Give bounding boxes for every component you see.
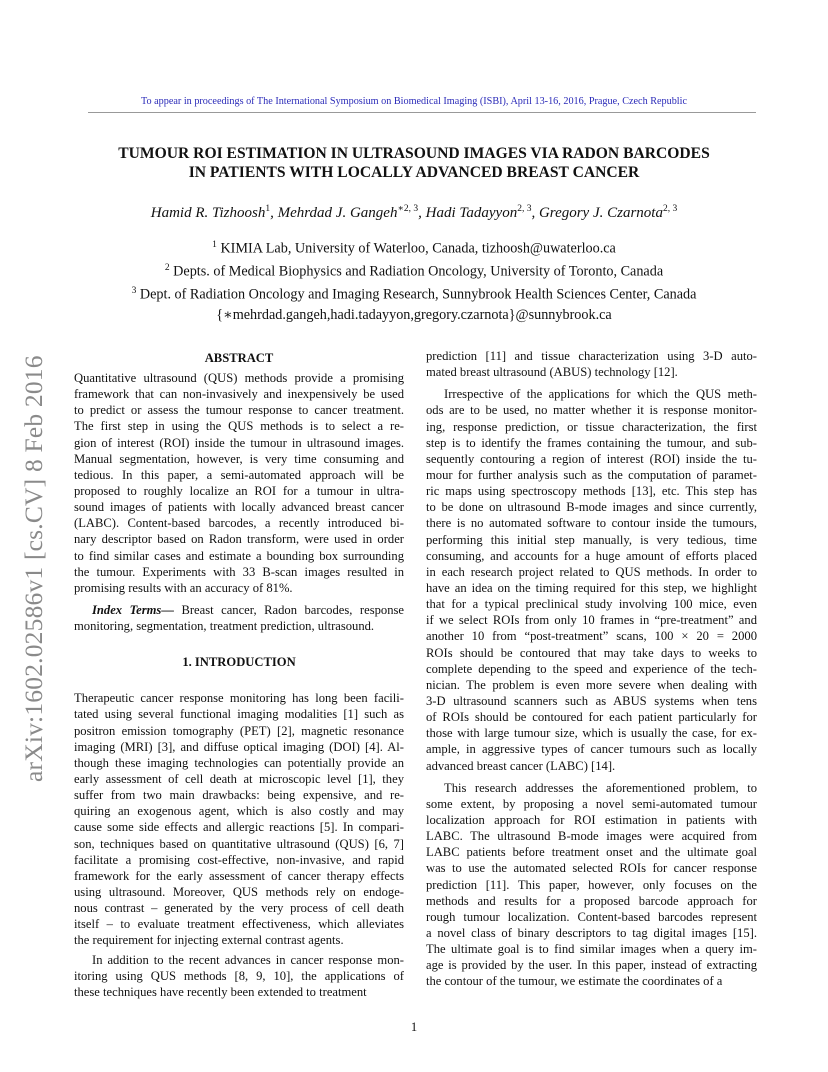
page-number: 1	[410, 1020, 418, 1034]
text-line: suffer from two main drawbacks: being expensive, and re-	[74, 788, 404, 803]
text-line: LABC. The ultrasound B-mode images were acquired from	[426, 829, 757, 844]
text-line: the requirement for injecting external contrast agents.	[74, 933, 344, 948]
right-column	[426, 348, 757, 989]
affiliation-text: Dept. of Radiation Oncology and Imaging Research, Sunnybrook Health Sciences Center, Canada	[139, 287, 697, 304]
author-affiliation-mark: ∗2, 3	[397, 204, 419, 214]
intro-paragraph-2	[74, 952, 404, 1000]
right-paragraph-0	[426, 348, 757, 380]
text-line: if we select ROIs from only 10 frames in “pre-treatment” and	[426, 613, 757, 628]
text-line: son, techniques based on quantitative ultrasound (QUS) [6, 7]	[74, 836, 404, 851]
introduction-heading: 1. INTRODUCTION	[182, 655, 296, 670]
affiliation-3	[40, 282, 788, 305]
affiliation-number: 2	[164, 263, 170, 274]
right-paragraph-1	[426, 386, 757, 773]
text-line: localization approach for ROI estimation in patients with	[426, 812, 757, 827]
text-line: prediction [11]. This paper, however, only focuses on the	[426, 877, 757, 892]
text-line: quiring an exogenous agent, which is also costly and may	[74, 804, 404, 819]
text-line: ample, in aggressive types of cancer tumours such as locally	[426, 742, 757, 757]
index-terms-label: Index Terms—	[92, 602, 174, 617]
text-line: age is provided by the user. In this paper, instead of extracting	[426, 958, 757, 973]
text-line: (LABC). Content-based barcodes, a recently introduced bi-	[74, 516, 404, 531]
author-4	[539, 205, 677, 221]
affiliation-number: 1	[212, 240, 217, 250]
affiliation-text: Depts. of Medical Biophysics and Radiation Oncology, University of Toronto, Canada	[173, 263, 664, 280]
text-line: step is to identify the frames containing the tumour, and sub-	[426, 435, 757, 450]
text-line: gion of interest (ROI) inside the tumour in ultrasound images.	[74, 435, 404, 450]
text-line: performing this initial step manually, is very tedious, time	[426, 532, 757, 547]
left-column	[74, 348, 404, 1000]
text-line: a novel class of binary descriptors to tag digital images [15].	[426, 925, 757, 940]
text-line: tedious. In this paper, a semi-automated approach will be	[74, 467, 404, 482]
arxiv-stamp-text: arXiv:1602.02586v1 [cs.CV] 8 Feb 2016	[19, 355, 48, 782]
index-terms	[74, 602, 404, 634]
text-line: some extent, by proposing a novel semi-automated tumour	[426, 796, 757, 811]
text-line: mour for further analysis such as the computation of paramet-	[426, 467, 757, 482]
text-line: facilitate a promising cost-effective, non-invasive, and rapid	[74, 852, 404, 867]
text-line: the tumour. Experiments with 33 B-scan images resulted in	[74, 564, 404, 579]
affiliation-4	[40, 306, 788, 326]
affiliation-text: KIMIA Lab, University of Waterloo, Canada, tizhoosh@uwaterloo.ca	[220, 240, 616, 257]
text-line: those with large tumour size, which is usually the case, for ex-	[426, 726, 757, 741]
author-affiliation-mark: 2, 3	[517, 204, 532, 214]
text-line: methods and results for a proposed barcode approach for	[426, 893, 757, 908]
affiliation-list	[40, 236, 788, 325]
author-list: Hamid R. Tizhoosh$^1$, Mehrdad J. Gangeh$^{∗2, 3}$, Hadi Tadayyon$^{2, 3}$, Gregory J. Czarnota$^{2, 3}$	[150, 204, 678, 221]
author-name: Hamid R. Tizhoosh	[150, 205, 266, 221]
text-line: itoring using QUS methods [8, 9, 10], the applications of	[74, 968, 404, 983]
text-line: nician. The problem is even more severe when dealing with	[426, 677, 757, 692]
text-line: early assessment of cell death at microscopic level [1], they	[74, 771, 404, 786]
header-rule	[88, 112, 756, 113]
text-line: there is no automated software to contour inside the tumours,	[426, 516, 757, 531]
index-terms-line-2: monitoring, segmentation, treatment prediction, ultrasound.	[74, 619, 375, 634]
text-line: Quantitative ultrasound (QUS) methods provide a promising	[74, 371, 404, 385]
text-line: ric maps using spectroscopy methods [13], etc. This step has	[426, 484, 757, 499]
text-line: using ultrasound. Moreover, QUS methods rely on endoge-	[74, 884, 404, 899]
text-line: Therapeutic cancer response monitoring has long been facili-	[74, 691, 404, 706]
paper-title	[80, 144, 748, 182]
affiliation-2	[40, 259, 788, 282]
text-line: promising results with an accuracy of 81%.	[74, 580, 293, 595]
text-line: proposed to roughly localize an ROI for a tumour in ultra-	[74, 483, 404, 498]
text-line: The ultimate goal is to find similar images when a query im-	[426, 942, 757, 957]
text-line: to predict or assess the tumour response to cancer treatment.	[74, 403, 404, 418]
text-line: itself – to evaluate treatment effectiveness, which alleviates	[74, 917, 404, 932]
text-line: rough tumour localization. Content-based barcodes represent	[426, 909, 757, 924]
text-line: nary descriptor based on Radon transform, were used in order	[74, 532, 404, 547]
index-terms-text-1: Breast cancer, Radon barcodes, response	[181, 602, 404, 617]
text-line: sound images of patients with locally advanced breast cancer	[74, 500, 404, 515]
text-line: to find similar cases and estimate a bounding box surrounding	[74, 548, 404, 563]
text-line: advanced breast cancer (LABC) [14].	[426, 758, 616, 773]
intro-paragraph-1	[74, 690, 404, 948]
text-line: mated breast ultrasound (ABUS) technology [12].	[426, 365, 678, 380]
text-line: prediction [11] and tissue characterization using 3-D auto-	[426, 349, 757, 363]
text-line: these techniques have recently been extended to treatment	[74, 984, 367, 999]
index-terms-line-1	[74, 602, 404, 618]
text-line: another 10 from “post-treatment” scans, 100 × 20 = 2000	[426, 629, 757, 644]
text-line: ods are to be used, no matter whether it is response monitor-	[426, 403, 757, 418]
right-paragraph-2	[426, 780, 757, 990]
affiliation-number: 3	[131, 286, 137, 297]
text-line: in each research project related to QUS methods. In order to	[426, 564, 757, 579]
title-line-2: IN PATIENTS WITH LOCALLY ADVANCED BREAST CANCER	[188, 164, 640, 181]
text-line: Irrespective of the applications for which the QUS meth-	[444, 387, 757, 402]
affiliation-text: {∗mehrdad.gangeh,hadi.tadayyon,gregory.czarnota}@sunnybrook.ca	[216, 306, 612, 323]
title-line-1: TUMOUR ROI ESTIMATION IN ULTRASOUND IMAGES VIA RADON BARCODES	[118, 145, 710, 162]
text-line: have an idea on the timing required for this step, we highlight	[426, 580, 757, 595]
author-name: Gregory J. Czarnota	[538, 205, 663, 221]
text-line: framework that can non-invasively and inexpensively be used	[74, 387, 404, 402]
author-3	[426, 205, 532, 221]
text-line: 3-D ultrasound scanners such as ABUS systems when tens	[426, 693, 757, 708]
text-line: ing, response prediction, or tissue characterization, the first	[426, 419, 757, 434]
text-line: that for a typical preclinical study involving 100 mice, even	[426, 597, 757, 612]
text-line: consuming, and accounts for a huge amount of efforts placed	[426, 548, 757, 563]
text-line: the contour of the tumour, we estimate the coordinates of a	[426, 974, 723, 989]
conference-header: To appear in proceedings of The International Symposium on Biomedical Imaging (ISBI), April 13-16, 2016, Prague, Czech Republic	[141, 96, 687, 107]
text-line: though these imaging technologies can potentially provide an	[74, 755, 404, 770]
author-affiliation-mark: 2, 3	[662, 204, 678, 214]
text-line: cause some side effects and allergic reactions [5]. In compari-	[74, 820, 404, 835]
text-line: tated using several functional imaging modalities [1] such as	[74, 707, 404, 722]
author-name: Hadi Tadayyon	[425, 205, 518, 221]
text-line: framework for the early assessment of cancer therapy effects	[74, 868, 404, 883]
text-line: nous contrast – generated by the very process of cell death	[74, 901, 404, 916]
text-line: positron emission tomography (PET) [2], magnetic resonance	[74, 723, 404, 738]
abstract-body	[74, 370, 404, 596]
text-line: imaging (MRI) [3], and diffuse optical imaging (DOI) [4]. Al-	[74, 739, 404, 754]
affiliation-1	[40, 236, 788, 259]
text-line: ROIs should be contoured that may take days to weeks to	[426, 645, 757, 660]
text-line: to be done on ultrasound B-mode images and since currently,	[426, 500, 757, 515]
text-line: sequently contouring a region of interest (ROI) inside the tu-	[426, 451, 757, 466]
author-affiliation-mark: 1	[265, 204, 271, 214]
author-1	[151, 205, 270, 221]
text-line: This research addresses the aforementioned problem, to	[444, 780, 757, 795]
text-line: of ROIs should be contoured for each patient particularly for	[426, 710, 757, 725]
text-line: complete depending to the speed and experience of the tech-	[426, 661, 757, 676]
text-line: The first step in using the QUS methods is to select a re-	[74, 419, 404, 434]
text-line: Manual segmentation, however, is very time consuming and	[74, 451, 404, 466]
text-line: LABC patients before treatment onset and the ultimate goal	[426, 845, 757, 860]
author-name: Mehrdad J. Gangeh	[277, 205, 398, 221]
text-line: was to use the automated selected ROIs for cancer response	[426, 861, 757, 876]
author-2	[278, 205, 419, 221]
abstract-heading: ABSTRACT	[204, 351, 274, 365]
text-line: In addition to the recent advances in cancer response mon-	[92, 952, 404, 967]
